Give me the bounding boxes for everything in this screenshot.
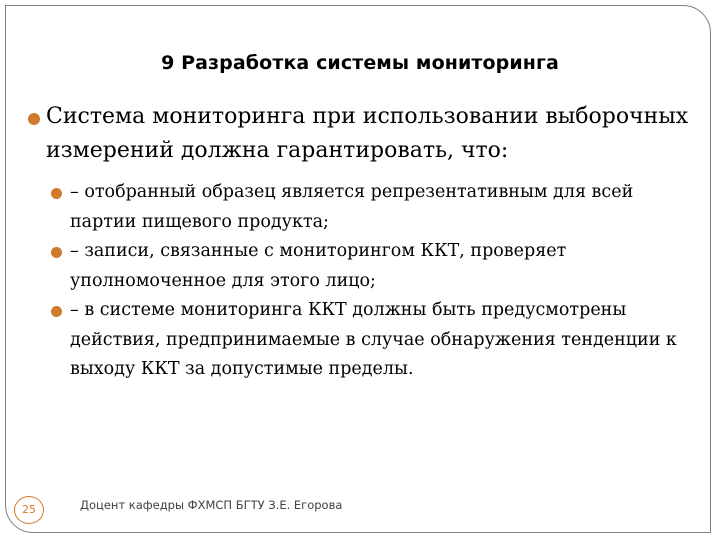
main-bullet xyxy=(24,100,700,168)
main-bullet-text: Система мониторинга при использовании выборочных измерений должна гарантировать, что: xyxy=(46,104,689,163)
sub-bullet-list xyxy=(46,178,700,385)
bullet-dot-icon xyxy=(28,113,40,125)
page-number: 25 xyxy=(14,496,44,524)
footer-author: Доцент кафедры ФХМСП БГТУ З.Е. Егорова xyxy=(80,498,343,512)
sub-bullet-item xyxy=(46,237,690,296)
sub-bullet-text: – в системе мониторинга ККТ должны быть предусмотрены действия, предпринимаемые в случае обнаружения тенденции к выходу ККТ за допустимые пределы. xyxy=(70,300,677,379)
bullet-dot-icon xyxy=(51,247,62,258)
slide-title: 9 Разработка системы мониторинга xyxy=(161,52,559,74)
sub-bullet-item xyxy=(46,178,690,237)
sub-bullet-item xyxy=(46,296,690,385)
sub-bullet-text: – отобранный образец является репрезентативным для всей партии пищевого продукта; xyxy=(70,182,634,232)
bullet-dot-icon xyxy=(51,306,62,317)
bullet-dot-icon xyxy=(51,188,62,199)
slide-content xyxy=(24,100,700,385)
sub-bullet-text: – записи, связанные с мониторингом ККТ, проверяет уполномоченное для этого лицо; xyxy=(70,241,567,291)
